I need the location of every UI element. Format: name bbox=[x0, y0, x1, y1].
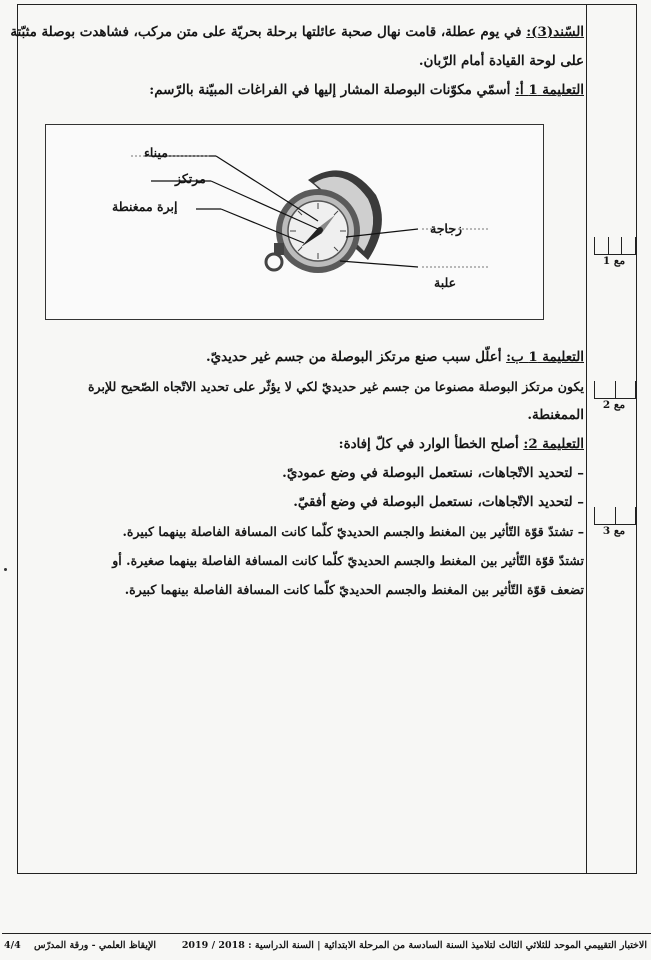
answer-1b-line-2: الممغنطة. bbox=[527, 407, 584, 423]
sanad-label: السّند(3): bbox=[526, 24, 584, 40]
sanad-text: في يوم عطلة، قامت نهال صحبة عائلتها برحلة بحريّة على متن مركب، فشاهدت بوصلة مثبّتة bbox=[10, 24, 527, 40]
margin-rule bbox=[586, 4, 587, 874]
statement-1-correction: – لتحديد الاتّجاهات، نستعمل البوصلة في وضع أفقيّ. bbox=[293, 494, 584, 510]
label-ulba: علبة bbox=[434, 275, 457, 290]
compass-illustration bbox=[46, 125, 543, 319]
instruction-1a-text: أسمّي مكوّنات البوصلة المشار إليها في الفراغات المبيّنة بالرّسم: bbox=[149, 82, 515, 98]
score-label-3: مع 3 bbox=[602, 525, 626, 537]
statement-2-correction-a: تشتدّ قوّة التّأثير بين المغنط والجسم الحديديّ كلّما كانت المسافة الفاصلة بينهما صغيرة. أو bbox=[112, 553, 584, 568]
footer-exam-info: الاختبار التقييمي الموحد للثلاثي الثالث لتلاميذ السنة السادسة من المرحلة الابتدائية | السنة الدراسية : 2018 / 2019 bbox=[181, 940, 647, 951]
compass-figure bbox=[45, 124, 544, 320]
instruction-1b-text: أعلّل سبب صنع مرتكز البوصلة من جسم غير حديديّ. bbox=[205, 349, 507, 365]
instruction-1a bbox=[24, 76, 584, 105]
instruction-1b bbox=[24, 343, 584, 372]
scan-mark bbox=[4, 568, 7, 571]
instruction-2 bbox=[24, 430, 584, 459]
statement-2-correction-b: تضعف قوّة التّأثير بين المغنط والجسم الحديديّ كلّما كانت المسافة الفاصلة بينهما كبيرة. bbox=[124, 582, 584, 597]
score-box-1[interactable] bbox=[594, 237, 636, 255]
score-box-3[interactable] bbox=[594, 507, 636, 525]
footer-rule bbox=[2, 933, 651, 934]
compass-ring bbox=[266, 243, 284, 270]
label-zujaja: زجاجة bbox=[430, 221, 463, 236]
score-box-2[interactable] bbox=[594, 381, 636, 399]
instruction-2-text: أصلح الخطأ الوارد في كلّ إفادة: bbox=[338, 436, 524, 452]
score-label-1: مع 1 bbox=[602, 255, 626, 267]
label-murtakaz: مرتكز bbox=[175, 171, 206, 186]
footer-page-number: 4/4 bbox=[4, 940, 21, 951]
label-ibra: إبرة ممغنطة bbox=[112, 199, 178, 214]
instruction-2-label: التعليمة 2: bbox=[523, 436, 584, 452]
instruction-1b-label: التعليمة 1 ب: bbox=[506, 349, 584, 365]
footer-subject: الإيقاظ العلمي - ورقة المدرّس bbox=[34, 940, 157, 951]
answer-1b-line-1: يكون مرتكز البوصلة مصنوعا من جسم غير حديديّ لكي لا يؤثّر على تحديد الاتّجاه الصّحيح للإبرة bbox=[87, 379, 584, 394]
instruction-1a-label: التعليمة 1 أ: bbox=[514, 82, 584, 98]
label-mina: ميناء bbox=[144, 145, 168, 160]
score-label-2: مع 2 bbox=[602, 399, 626, 411]
sanad-line-2 bbox=[24, 47, 584, 76]
sanad-line-1 bbox=[10, 18, 584, 47]
statement-2: – تشتدّ قوّة التّأثير بين المغنط والجسم الحديديّ كلّما كانت المسافة الفاصلة بينهما كبيرة. bbox=[122, 524, 584, 539]
statement-1: – لتحديد الاتّجاهات، نستعمل البوصلة في وضع عموديّ. bbox=[282, 465, 584, 481]
sanad-text-2: على لوحة القيادة أمام الرّبان. bbox=[418, 53, 584, 69]
